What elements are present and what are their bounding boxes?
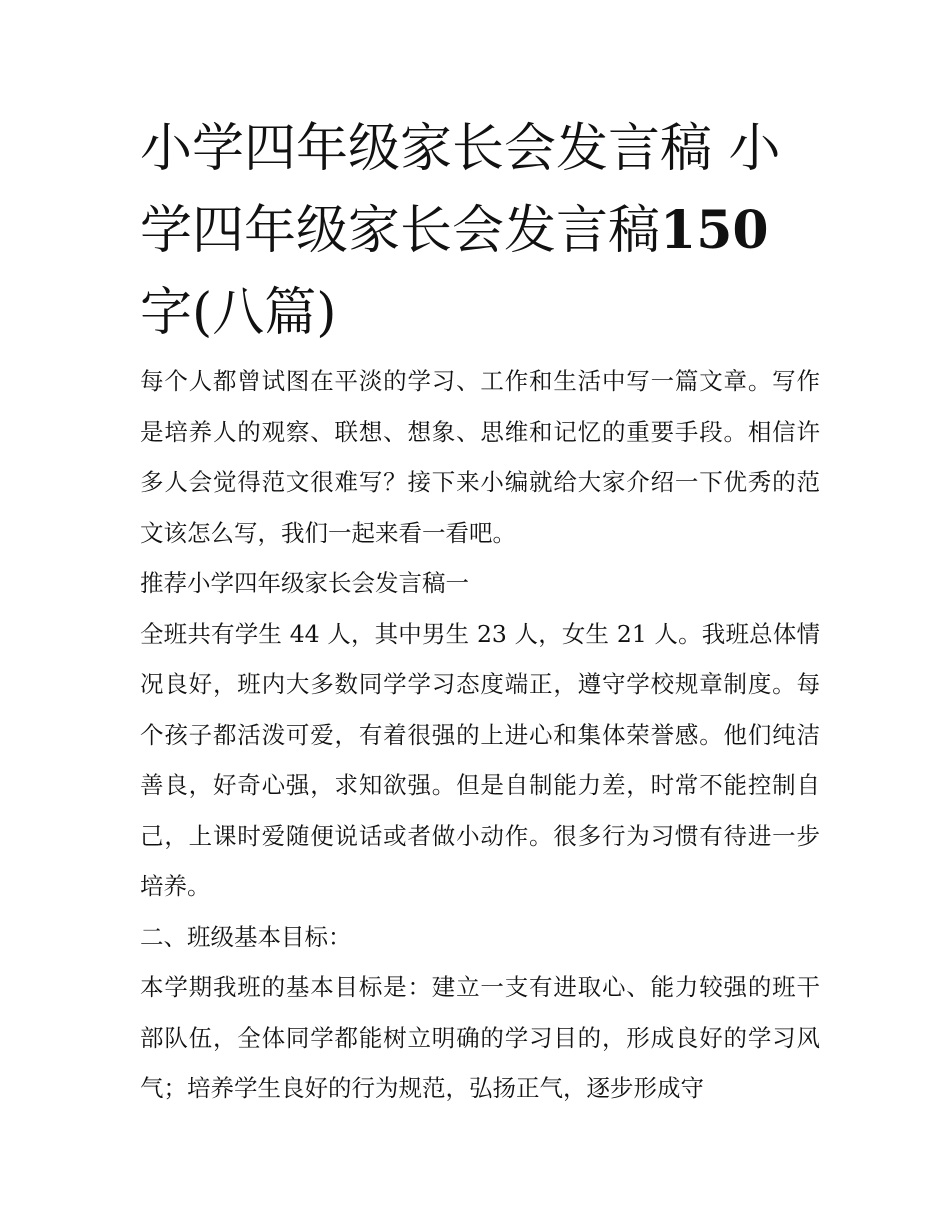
class-overview-paragraph: 全班共有学生 44 人，其中男生 23 人，女生 21 人。我班总体情况良好，班内大多数同学学习态度端正，遵守学校规章制度。每个孩子都活泼可爱，有着很强的上进心和集体荣誉感。他们纯洁善良，好奇心强，求知欲强。但是自制能力差，时常不能控制自己，上课时爱随便说话或者做小动作。很多行为习惯有待进一步培养。 [140, 619, 820, 900]
title-text-2: 字(八篇) [140, 283, 337, 343]
intro-paragraph: 每个人都曾试图在平淡的学习、工作和生活中写一篇文章。写作是培养人的观察、联想、想象、思维和记忆的重要手段。相信许多人会觉得范文很难写？接下来小编就给大家介绍一下优秀的范文该怎么写，我们一起来看一看吧。 [140, 367, 820, 547]
document-body [140, 356, 820, 1114]
title-text-1: 小学四年级家长会发言稿 小学四年级家长会发言稿 [140, 119, 781, 261]
document-title [140, 108, 810, 354]
goals-paragraph: 本学期我班的基本目标是：建立一支有进取心、能力较强的班干部队伍，全体同学都能树立明确的学习目的，形成良好的学习风气；培养学生良好的行为规范，弘扬正气，逐步形成守 [140, 973, 820, 1102]
goals-heading: 二、班级基本目标： [140, 922, 352, 951]
section-heading: 推荐小学四年级家长会发言稿一 [140, 569, 469, 597]
title-number: 150 [660, 200, 769, 261]
